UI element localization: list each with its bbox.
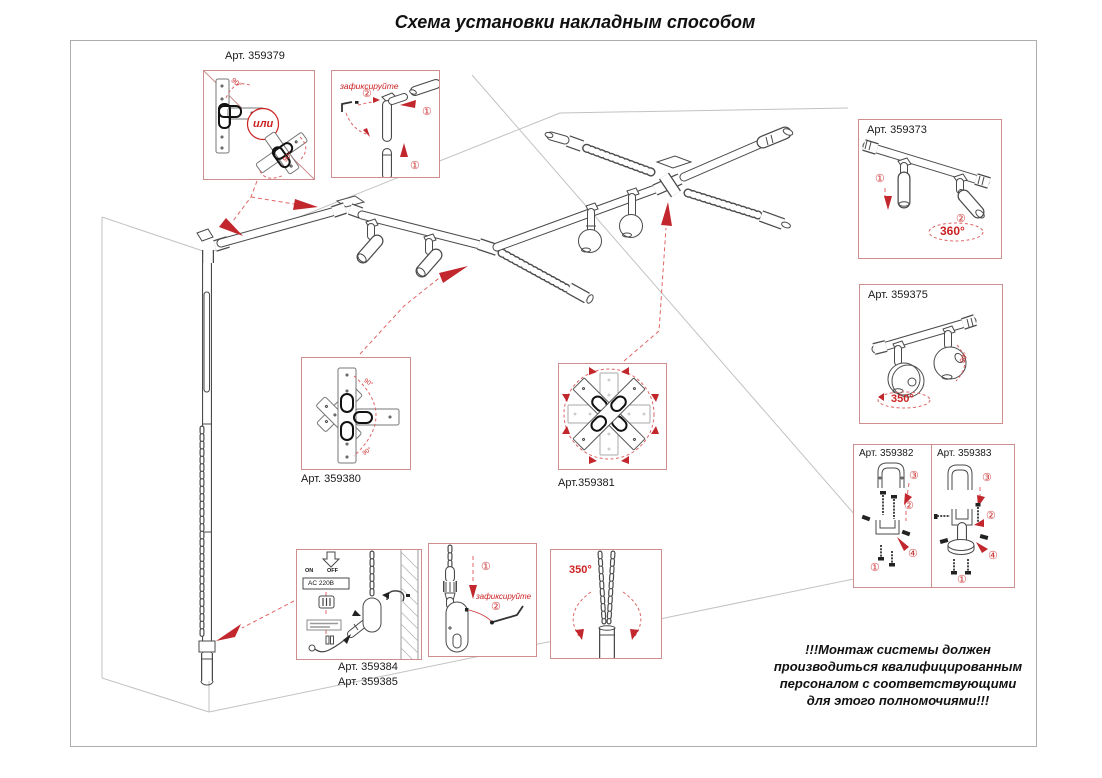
art-359375-drawing xyxy=(860,285,1002,423)
pointer-arrow-icon xyxy=(661,202,672,226)
inset-fixation-pendant xyxy=(428,543,537,657)
hatch-wall-icon xyxy=(401,552,418,659)
angle-90-label: 90° xyxy=(282,150,295,164)
inset-power-connection xyxy=(296,549,422,660)
angle-90-label: 90° xyxy=(229,77,243,90)
warning-line: производиться квалифицированным xyxy=(773,659,1023,674)
label-art-359381: Арт.359381 xyxy=(558,477,615,489)
warning-line: для этого полномочиями!!! xyxy=(806,693,990,708)
inset-art-359381 xyxy=(558,363,667,470)
screws xyxy=(883,495,894,519)
step-2: ② xyxy=(956,213,966,225)
warning-line: !!!Монтаж системы должен xyxy=(805,642,991,657)
label-art-359383: Арт. 359383 xyxy=(937,448,992,459)
step-1: ① xyxy=(422,106,432,118)
pointer-arrow-icon xyxy=(439,266,468,283)
power-connection-drawing xyxy=(297,550,421,659)
power-off-label: OFF xyxy=(327,568,338,574)
inset-art-359375 xyxy=(859,284,1003,424)
step-3: ③ xyxy=(982,472,992,484)
step-4: ④ xyxy=(988,550,998,562)
screws xyxy=(954,559,968,573)
inset-art-359373 xyxy=(858,119,1002,259)
label-art-359380: Арт. 359380 xyxy=(301,473,361,485)
art-359380-drawing xyxy=(302,358,410,469)
step-3: ③ xyxy=(909,470,919,482)
label-art-359382: Арт. 359382 xyxy=(859,448,914,459)
angle-360-label: 360° xyxy=(940,224,965,238)
label-art-359385: Арт. 359385 xyxy=(338,676,398,688)
inset-art-359383 xyxy=(931,444,1015,588)
angle-350-label: 350° xyxy=(569,564,592,576)
vertical-track-pole xyxy=(199,258,215,685)
inset-or-variants xyxy=(203,70,315,180)
step-2: ② xyxy=(986,510,996,522)
fixate-label: зафиксируйте xyxy=(340,81,399,91)
step-2: ② xyxy=(491,601,501,613)
pendant-ball-lights xyxy=(579,188,643,253)
angle-350-label: 350° xyxy=(891,393,914,405)
art-359373-drawing xyxy=(859,120,1001,258)
warning-line: персоналом с соответствующими xyxy=(779,676,1017,691)
label-art-359384: Арт. 359384 xyxy=(338,661,398,673)
rotation-350-drawing xyxy=(551,550,661,658)
down-arrow-icon xyxy=(323,552,339,567)
art-359383-drawing xyxy=(932,445,1014,587)
warning-text xyxy=(752,641,1044,709)
inset-fixation-top xyxy=(331,70,440,178)
label-art-359375: Арт. 359375 xyxy=(868,289,928,301)
inset-rotation-350 xyxy=(550,549,662,659)
ceiling-track-run xyxy=(221,196,595,304)
pointer-arrow-icon xyxy=(216,624,241,641)
step-1: ① xyxy=(957,574,967,586)
art-359382-drawing xyxy=(854,445,932,587)
or-label: или xyxy=(253,118,274,130)
hex-key-icon xyxy=(342,102,352,112)
pointer-arrow-icon xyxy=(293,199,318,210)
label-art-359379: Арт. 359379 xyxy=(225,50,285,62)
step-1: ① xyxy=(870,562,880,574)
angle-90-label: 90° xyxy=(362,378,374,389)
step-2: ② xyxy=(904,500,914,512)
page-title: Схема установки накладным способом xyxy=(394,12,756,32)
step-1: ① xyxy=(481,561,491,573)
power-on-label: ON xyxy=(305,568,314,574)
ceiling-track-cross xyxy=(497,127,794,247)
fixate-label: зафиксируйте xyxy=(476,592,532,601)
angle-90-label: 90° xyxy=(362,446,373,457)
inset-art-359382 xyxy=(853,444,933,588)
step-1: ① xyxy=(875,173,885,185)
screws xyxy=(881,545,892,565)
pointer-arrow-icon xyxy=(219,218,243,236)
step-1: ① xyxy=(410,160,420,172)
power-ac-label: AC 220В xyxy=(308,580,335,587)
step-2: ② xyxy=(362,88,372,100)
step-4: ④ xyxy=(908,548,918,560)
angle-90-label: 90° xyxy=(959,351,971,365)
label-art-359373: Арт. 359373 xyxy=(867,124,927,136)
art-359381-drawing xyxy=(559,364,666,469)
inset-art-359380 xyxy=(301,357,411,470)
